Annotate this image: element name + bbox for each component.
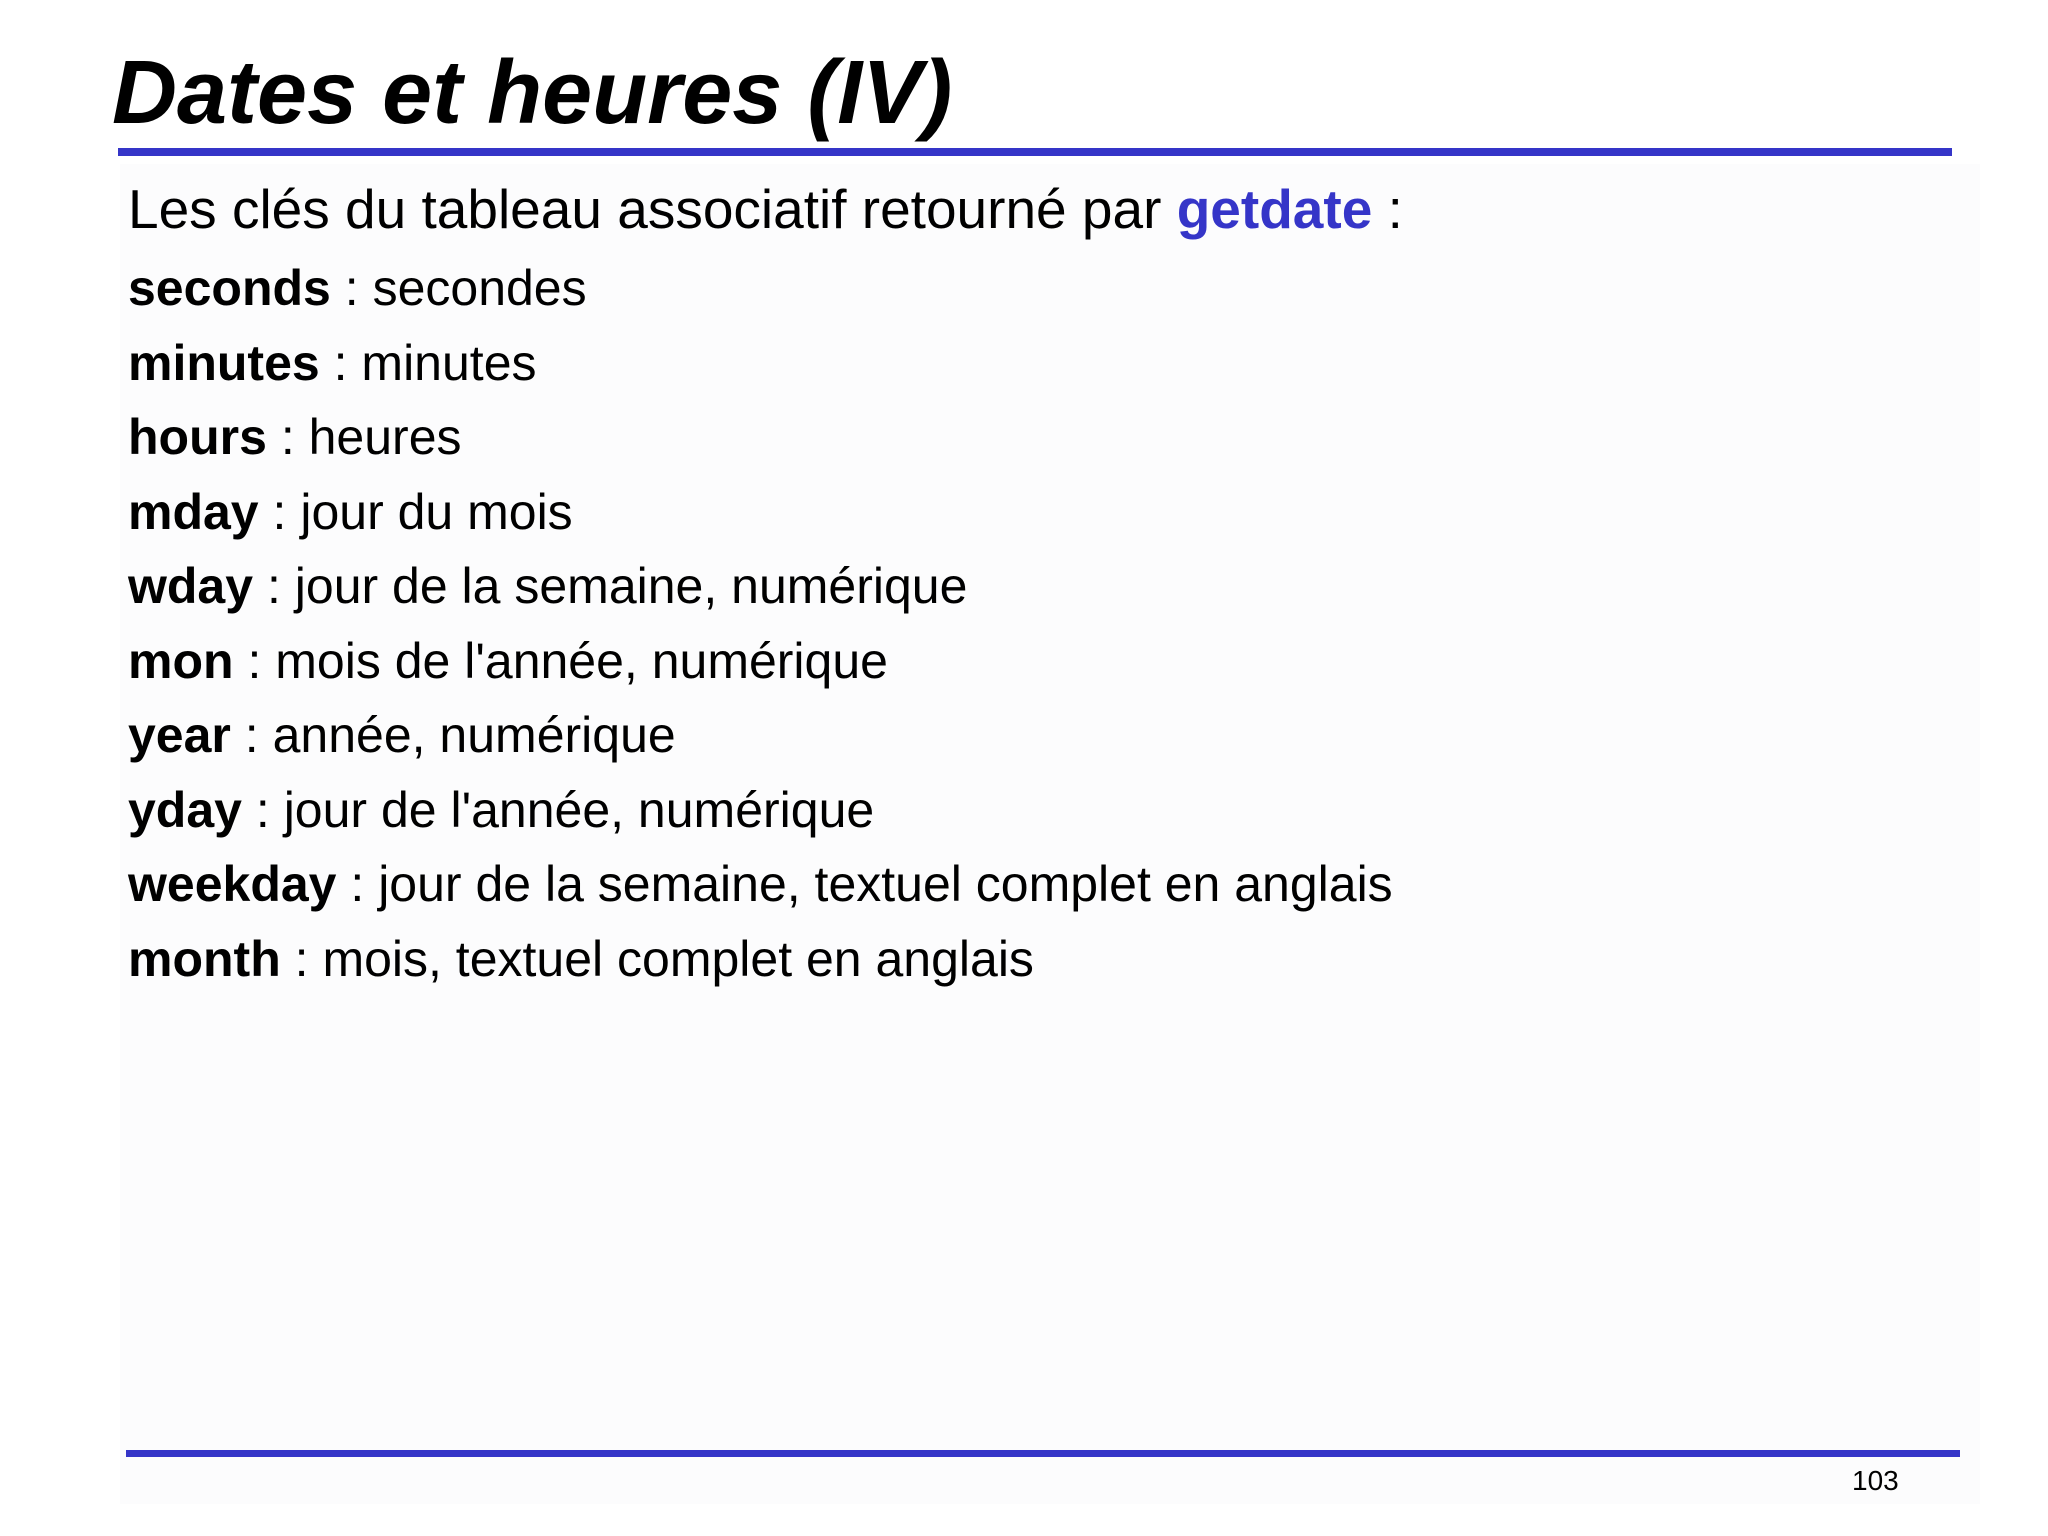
key-name: weekday xyxy=(128,856,337,912)
key-item-mon xyxy=(128,624,1393,699)
key-separator: : xyxy=(350,856,365,912)
key-name: mon xyxy=(128,632,234,689)
key-item-seconds xyxy=(128,251,1393,326)
key-separator: : xyxy=(344,260,359,316)
key-separator: : xyxy=(294,930,309,987)
key-item-year xyxy=(128,698,1393,773)
key-description: jour de l'année, numérique xyxy=(283,781,875,838)
key-item-mday xyxy=(128,475,1393,550)
key-name: mday xyxy=(128,483,259,540)
key-item-yday xyxy=(128,773,1393,848)
key-item-hours xyxy=(128,400,1393,475)
footer-rule xyxy=(126,1450,1960,1457)
key-separator: : xyxy=(272,483,287,540)
key-name: minutes xyxy=(128,334,320,391)
key-list xyxy=(128,251,1393,996)
key-item-minutes xyxy=(128,326,1393,401)
key-separator: : xyxy=(244,707,259,763)
intro-colon: : xyxy=(1387,178,1403,240)
key-name: year xyxy=(128,707,231,763)
key-name: yday xyxy=(128,781,242,838)
getdate-keyword: getdate xyxy=(1176,178,1373,240)
key-name: hours xyxy=(128,409,267,465)
key-name: wday xyxy=(128,558,254,614)
key-description: mois de l'année, numérique xyxy=(275,632,888,689)
key-description: secondes xyxy=(372,260,587,316)
key-separator: : xyxy=(255,781,270,838)
key-separator: : xyxy=(333,334,348,391)
key-name: month xyxy=(128,930,281,987)
intro-line xyxy=(128,174,1403,244)
key-description: jour de la semaine, textuel complet en anglais xyxy=(378,856,1393,912)
key-description: minutes xyxy=(361,334,537,391)
key-description: jour de la semaine, numérique xyxy=(294,558,968,614)
intro-text: Les clés du tableau associatif retourné par xyxy=(128,178,1162,240)
key-description: année, numérique xyxy=(272,707,676,763)
slide-title: Dates et heures (IV) xyxy=(112,43,953,143)
key-item-weekday xyxy=(128,847,1393,922)
key-separator: : xyxy=(280,409,295,465)
key-description: heures xyxy=(308,409,462,465)
title-underline xyxy=(118,148,1952,156)
key-name: seconds xyxy=(128,260,331,316)
key-separator: : xyxy=(266,558,281,614)
key-item-wday xyxy=(128,549,1393,624)
page-number: 103 xyxy=(1852,1465,1899,1496)
key-item-month xyxy=(128,922,1393,997)
key-separator: : xyxy=(247,632,262,689)
key-description: jour du mois xyxy=(300,483,573,540)
key-description: mois, textuel complet en anglais xyxy=(322,930,1034,987)
